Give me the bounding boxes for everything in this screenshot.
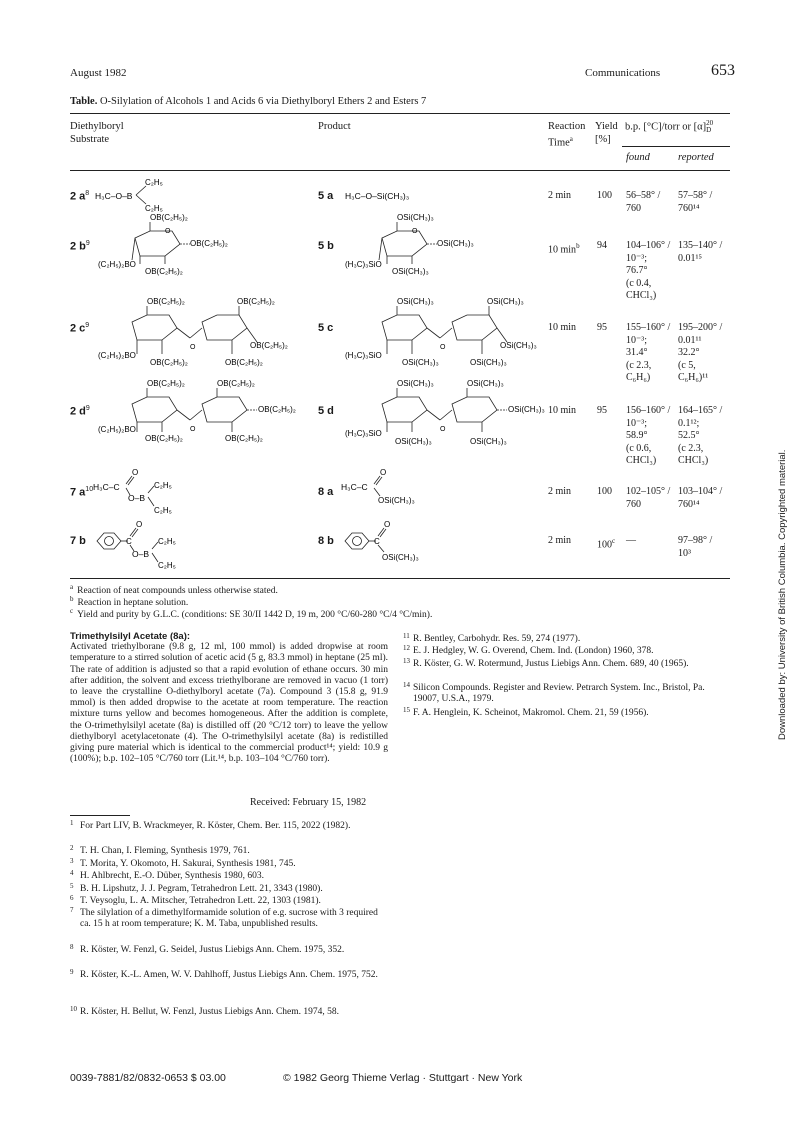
2b-obet-top: OB(C₂H₅)₂ (150, 213, 188, 222)
reference-item (70, 871, 388, 882)
reference-number: 3 (70, 857, 74, 865)
reference-text: T. Morita, Y. Okomoto, H. Sakurai, Synthesis 1981, 745. (80, 859, 296, 869)
row-yield: 94 (597, 240, 607, 251)
reference-item (70, 884, 388, 895)
2d-obet-top: OB(C₂H₅)₂ (147, 379, 185, 388)
reference-item (403, 708, 730, 719)
8a-left: H₃C–C (341, 482, 368, 492)
row-product-label: 5 d (318, 405, 334, 417)
reference-number: 5 (70, 882, 74, 890)
row-bp-reported: 164–165° / 0.1¹²; 52.5° (c 2.3, CHCl₃) (678, 405, 723, 466)
row-substrate-label: 2 b (70, 240, 86, 253)
row-product-label: 5 a (318, 190, 334, 202)
col-time-line2: Time (548, 137, 570, 149)
col-time-line1: Reaction (548, 121, 586, 132)
r2a-left: H₃C–O–B (95, 191, 133, 201)
5c-me3sio: (H₃C)₃SiO (345, 351, 382, 360)
2b-obet-right: OB(C₂H₅)₂ (190, 239, 228, 248)
row-product-label: 5 c (318, 322, 334, 334)
row-reaction-time: 2 min (548, 190, 572, 201)
5d-bridge-o: O (440, 426, 446, 433)
table-caption-text: O-Silylation of Alcohols 1 and Acids 6 via Diethylboryl Ethers 2 and Esters 7 (99, 96, 427, 107)
row-substrate-label: 2 d (70, 405, 86, 418)
2c-et2bo: (C₂H₅)₂BO (98, 351, 136, 360)
table-footnote-mark: b (70, 595, 74, 603)
7b-ob: O–B (132, 549, 150, 559)
row-bp-found: 104–106° / 10⁻³; 76.7° (c 0.4, CHCl₃) (626, 240, 671, 301)
2b-obet-bottom: OB(C₂H₅)₂ (145, 267, 183, 276)
col-reported-header: reported (678, 152, 714, 163)
7b-c: C (126, 537, 132, 546)
7a-et1: C₂H₅ (154, 481, 172, 490)
row-yield: 100 (597, 539, 612, 551)
reference-number: 11 (403, 632, 410, 640)
reference-text: H. Ahlbrecht, E.-O. Düber, Synthesis 1980, 603. (80, 871, 265, 881)
row-bp-found: 155–160° / 10⁻³; 31.4° (c 2.3, C₆H₆) (626, 322, 671, 383)
7a-ob: O–B (128, 493, 146, 503)
reference-text: T. Veysoglu, L. A. Mitscher, Tetrahedron Lett. 22, 1303 (1981). (80, 896, 321, 906)
5b-osi-bottom: OSi(CH₃)₃ (392, 267, 429, 276)
row-bp-reported: 135–140° / 0.01¹⁵ (678, 240, 723, 264)
row-reaction-time: 10 min (548, 244, 577, 256)
8b-osi: OSi(CH₃)₃ (382, 553, 419, 562)
7b-et2: C₂H₅ (158, 561, 176, 570)
5d-osi-b1: OSi(CH₃)₃ (395, 437, 432, 446)
7b-et1: C₂H₅ (158, 537, 176, 546)
5b-osi-top: OSi(CH₃)₃ (397, 213, 434, 222)
5d-osi-b2: OSi(CH₃)₃ (470, 437, 507, 446)
reference-number: 13 (403, 657, 410, 665)
row-reaction-time: 2 min (548, 535, 572, 546)
5d-osi-top2: OSi(CH₃)₃ (467, 379, 504, 388)
col-bp-label: b.p. [°C]/torr or [α] (625, 121, 707, 133)
page-number: 653 (711, 62, 735, 79)
download-watermark: Downloaded by: University of British Columbia. Copyrighted material. (777, 449, 788, 740)
col-substrate-line1: Diethylboryl (70, 121, 124, 132)
row-substrate-label: 2 c (70, 322, 86, 335)
structure-5a: H₃C–O–Si(CH₃)₃ (345, 191, 410, 201)
2c-obet-top2: OB(C₂H₅)₂ (237, 297, 275, 306)
reference-item (70, 945, 388, 956)
5c-osi-top: OSi(CH₃)₃ (397, 297, 434, 306)
table-footnote (70, 607, 432, 620)
reference-number: 14 (403, 681, 410, 689)
reference-number: 2 (70, 844, 74, 852)
table-footnote-text: Reaction of neat compounds unless otherwise stated. (77, 586, 278, 597)
2d-et2bo: (C₂H₅)₂BO (98, 425, 136, 434)
5d-me3sio: (H₃C)₃SiO (345, 429, 382, 438)
row-product-label: 5 b (318, 240, 334, 252)
reference-number: 10 (70, 1005, 77, 1013)
structure-8a (374, 476, 382, 496)
reference-item (70, 970, 388, 981)
structure-2b (132, 222, 190, 264)
row-bp-reported: 57–58° / 760¹⁴ (678, 190, 713, 214)
reference-item (403, 646, 730, 657)
experimental-section (70, 631, 388, 765)
row-bp-reported: 103–104° / 760¹⁴ (678, 486, 723, 510)
r2a-bot: C₂H₅ (145, 204, 163, 213)
row-substrate-ref: 9 (85, 405, 90, 412)
reference-item (403, 634, 730, 645)
reference-text: For Part LIV, B. Wrackmeyer, R. Köster, Chem. Ber. 115, 2022 (1982). (80, 821, 351, 831)
col-bp-sub: D (706, 126, 712, 134)
reference-item (403, 659, 730, 670)
col-time-sup: a (569, 135, 573, 143)
8b-c: C (374, 537, 380, 546)
table-footnote-text: Reaction in heptane solution. (77, 598, 189, 609)
reference-number: 6 (70, 894, 74, 902)
row-bp-reported: 195–200° / 0.01¹¹ 32.2° (c 5, C₆H₆)¹¹ (678, 322, 723, 383)
row-yield-sup: c (612, 537, 616, 545)
5b-me3sio: (H₃C)₃SiO (345, 260, 382, 269)
reference-text: B. H. Lipshutz, J. J. Pegram, Tetrahedron Lett. 21, 3343 (1980). (80, 884, 323, 894)
reference-text: R. Köster, W. Fenzl, G. Seidel, Justus Liebigs Ann. Chem. 1975, 352. (80, 945, 345, 955)
reference-item (70, 846, 388, 857)
table-footnote-mark: c (70, 607, 74, 615)
table-caption-label: Table. (70, 96, 98, 107)
5c-osi-top2: OSi(CH₃)₃ (487, 297, 524, 306)
5b-ring-o: O (412, 228, 418, 235)
reference-number: 12 (403, 644, 410, 652)
table-footnote-mark: a (70, 583, 74, 591)
row-substrate-ref: 9 (85, 322, 90, 329)
row-reaction-time: 10 min (548, 405, 577, 416)
row-substrate-label: 7 b (70, 535, 86, 547)
reference-number: 8 (70, 943, 74, 951)
col-yield-line1: Yield (595, 121, 618, 132)
7a-carbonyl-o: O (132, 468, 139, 477)
row-bp-found: — (626, 535, 636, 546)
2d-obet-b1: OB(C₂H₅)₂ (145, 434, 183, 443)
table-footnote-text: Yield and purity by G.L.C. (conditions: SE 30/II 1442 D, 19 m, 200 °C/60-280 °C/4 °C/min). (77, 610, 433, 621)
reference-text: R. Köster, G. W. Rotermund, Justus Liebigs Ann. Chem. 689, 40 (1965). (413, 659, 689, 669)
row-reaction-time: 2 min (548, 486, 572, 497)
row-bp-reported: 97–98° / 10³ (678, 535, 713, 559)
reference-item (70, 908, 388, 930)
2b-et2bo: (C₂H₅)₂BO (98, 260, 136, 269)
reference-text: R. Köster, K.-L. Amen, W. V. Dahlhoff, Justus Liebigs Ann. Chem. 1975, 752. (80, 970, 378, 980)
reference-number: 4 (70, 869, 74, 877)
5b-osi-right: OSi(CH₃)₃ (437, 239, 474, 248)
row-bp-found: 56–58° / 760 (626, 190, 661, 214)
2d-obet-b2: OB(C₂H₅)₂ (225, 434, 263, 443)
row-yield: 100 (597, 486, 612, 497)
row-substrate-ref: 8 (85, 190, 90, 197)
col-yield-line2: [%] (595, 134, 611, 145)
5d-osi-top: OSi(CH₃)₃ (397, 379, 434, 388)
2d-bridge-o: O (190, 426, 196, 433)
reference-text: Silicon Compounds. Register and Review. Petrarch System. Inc., Bristol, Pa. 19007, U.S.A., 1979. (413, 683, 705, 704)
5c-bridge-o: O (440, 344, 446, 351)
structure-8b (345, 528, 386, 552)
row-substrate-ref: 10 (85, 486, 94, 493)
2c-obet-b2: OB(C₂H₅)₂ (225, 358, 263, 367)
2c-obet-right: OB(C₂H₅)₂ (250, 341, 288, 350)
8a-osi: OSi(CH₃)₃ (378, 496, 415, 505)
row-substrate-label: 7 a (70, 486, 86, 499)
running-header-date: August 1982 (70, 67, 127, 79)
row-reaction-time: 10 min (548, 322, 577, 333)
reference-item (403, 683, 730, 705)
col-found-header: found (626, 152, 650, 163)
reference-text: E. J. Hedgley, W. G. Overend, Chem. Ind. (London) 1960, 378. (413, 646, 654, 656)
references-rule (70, 815, 130, 816)
reference-number: 9 (70, 968, 74, 976)
2c-obet-b1: OB(C₂H₅)₂ (150, 358, 188, 367)
reference-text: The silylation of a dimethylformamide solution of e.g. sucrose with 3 required ca. 15 h at room temperature; K. M. Taba, unpublished results. (80, 908, 378, 929)
5c-osi-b2: OSi(CH₃)₃ (470, 358, 507, 367)
reference-text: R. Köster, H. Bellut, W. Fenzl, Justus Liebigs Ann. Chem. 1974, 58. (80, 1007, 340, 1017)
row-yield: 95 (597, 405, 607, 416)
7a-et2: C₂H₅ (154, 506, 172, 515)
8b-carbonyl-o: O (384, 520, 391, 529)
5c-osi-b1: OSi(CH₃)₃ (402, 358, 439, 367)
reference-number: 15 (403, 706, 410, 714)
col-bp-sup: 20 (706, 119, 714, 127)
reference-text: F. A. Henglein, K. Scheinot, Makromol. Chem. 21, 59 (1956). (413, 708, 649, 718)
2c-obet-top: OB(C₂H₅)₂ (147, 297, 185, 306)
2c-bridge-o: O (190, 344, 196, 351)
reference-text: R. Bentley, Carbohydr. Res. 59, 274 (1977). (413, 634, 581, 644)
row-bp-found: 156–160° / 10⁻³; 58.9° (c 0.6, CHCl₃) (626, 405, 671, 466)
row-reaction-time-sup: b (576, 242, 580, 250)
reference-number: 1 (70, 819, 74, 827)
7a-left: H₃C–C (93, 482, 120, 492)
2d-obet-top2: OB(C₂H₅)₂ (217, 379, 255, 388)
reference-text: T. H. Chan, I. Fleming, Synthesis 1979, 761. (80, 846, 250, 856)
footer-code: 0039-7881/82/0832-0653 $ 03.00 (70, 1072, 226, 1084)
5c-osi-right: OSi(CH₃)₃ (500, 341, 537, 350)
reference-item (70, 821, 388, 832)
7b-carbonyl-o: O (136, 520, 143, 529)
5d-osi-right: OSi(CH₃)₃ (508, 405, 545, 414)
row-product-label: 8 b (318, 535, 334, 547)
reference-number: 7 (70, 906, 74, 914)
footer-publisher: © 1982 Georg Thieme Verlag · Stuttgart · New York (283, 1072, 523, 1084)
row-yield: 100 (597, 190, 612, 201)
row-substrate-label: 2 a (70, 190, 86, 203)
2d-obet-right: OB(C₂H₅)₂ (258, 405, 296, 414)
structure-5b (379, 222, 437, 264)
reference-item (70, 1007, 388, 1018)
2b-ring-o: O (165, 228, 171, 235)
col-substrate-line2: Substrate (70, 134, 110, 145)
reference-item (70, 859, 388, 870)
col-product-header: Product (318, 121, 351, 132)
received-date: Received: February 15, 1982 (250, 797, 367, 808)
row-substrate-ref: 9 (85, 240, 90, 247)
experimental-heading: Trimethylsilyl Acetate (8a): (70, 631, 191, 642)
row-bp-found: 102–105° / 760 (626, 486, 671, 510)
8a-carbonyl-o: O (380, 468, 387, 477)
row-product-label: 8 a (318, 486, 334, 498)
running-header-section: Communications (585, 67, 661, 79)
structure-2a (95, 178, 163, 213)
experimental-text: Activated triethylborane (9.8 g, 12 ml, 100 mmol) is added dropwise at room temperature to a stirred solution of acetic acid (5 g, 83.3 mmol) in heptane (25 ml). The rate of addition is adjusted so that a rapid evolution of ethane occurs. 30 min after addition, the solvent and excess triethylborane are removed in vacuo (1 torr) to leave the crystalline O-diethylboryl acetate (7a). Compound 3 (15.8 g, 91.9 mmol) is then added dropwise to the acetate at room temperature. The reaction mixture turns yellow and becomes homogeneous. After the addition is complete, the O-trimethylsilyl acetate (8a) is distilled off (20 °C/12 torr) to leave the yellow diethylboryl acetylacetonate (4). The O-trimethylsilyl acetate (8a) is redistilled giving pure material which is identical to the commercial product¹⁴; yield: 10.9 g (100%); b.p. 102–105 °C/760 torr (Lit.¹⁴, b.p. 103–104 °C/760 torr). (70, 642, 388, 765)
r2a-top: C₂H₅ (145, 178, 163, 187)
row-yield: 95 (597, 322, 607, 333)
reference-item (70, 896, 388, 907)
